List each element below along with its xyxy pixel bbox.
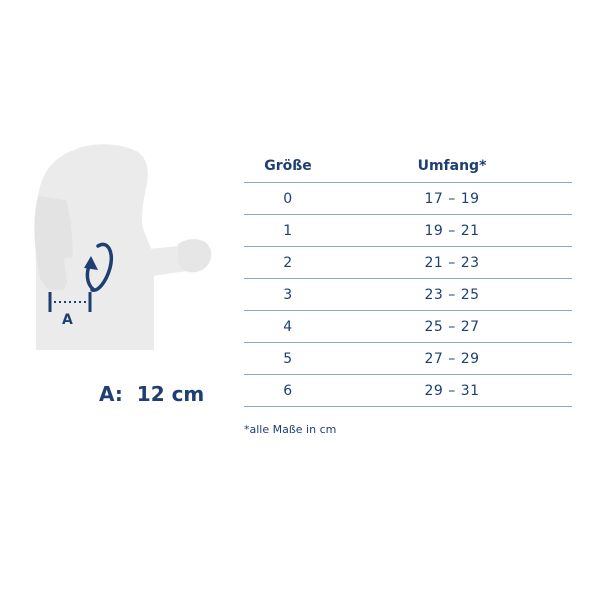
size-cell: 4 xyxy=(244,311,332,343)
marker-label: A xyxy=(62,312,73,328)
table-header-row xyxy=(244,150,572,183)
circumference-cell: 23 – 25 xyxy=(332,279,572,311)
size-table xyxy=(244,150,572,407)
header-size: Größe xyxy=(244,150,332,183)
table-row xyxy=(244,375,572,407)
size-cell: 0 xyxy=(244,183,332,215)
body-illustration xyxy=(28,140,228,350)
circumference-cell: 19 – 21 xyxy=(332,215,572,247)
circumference-cell: 29 – 31 xyxy=(332,375,572,407)
circumference-cell: 21 – 23 xyxy=(332,247,572,279)
size-cell: 2 xyxy=(244,247,332,279)
table-row xyxy=(244,183,572,215)
size-cell: 6 xyxy=(244,375,332,407)
table-row xyxy=(244,343,572,375)
table-row xyxy=(244,311,572,343)
header-circumference: Umfang* xyxy=(332,150,572,183)
size-cell: 5 xyxy=(244,343,332,375)
table-row xyxy=(244,215,572,247)
upper-body-silhouette-icon xyxy=(28,140,228,350)
footnote: *alle Maße in cm xyxy=(244,423,337,436)
size-cell: 3 xyxy=(244,279,332,311)
circumference-cell: 25 – 27 xyxy=(332,311,572,343)
measurement-value: A: 12 cm xyxy=(99,382,205,406)
circumference-cell: 17 – 19 xyxy=(332,183,572,215)
circumference-cell: 27 – 29 xyxy=(332,343,572,375)
table-row xyxy=(244,279,572,311)
size-cell: 1 xyxy=(244,215,332,247)
table-row xyxy=(244,247,572,279)
